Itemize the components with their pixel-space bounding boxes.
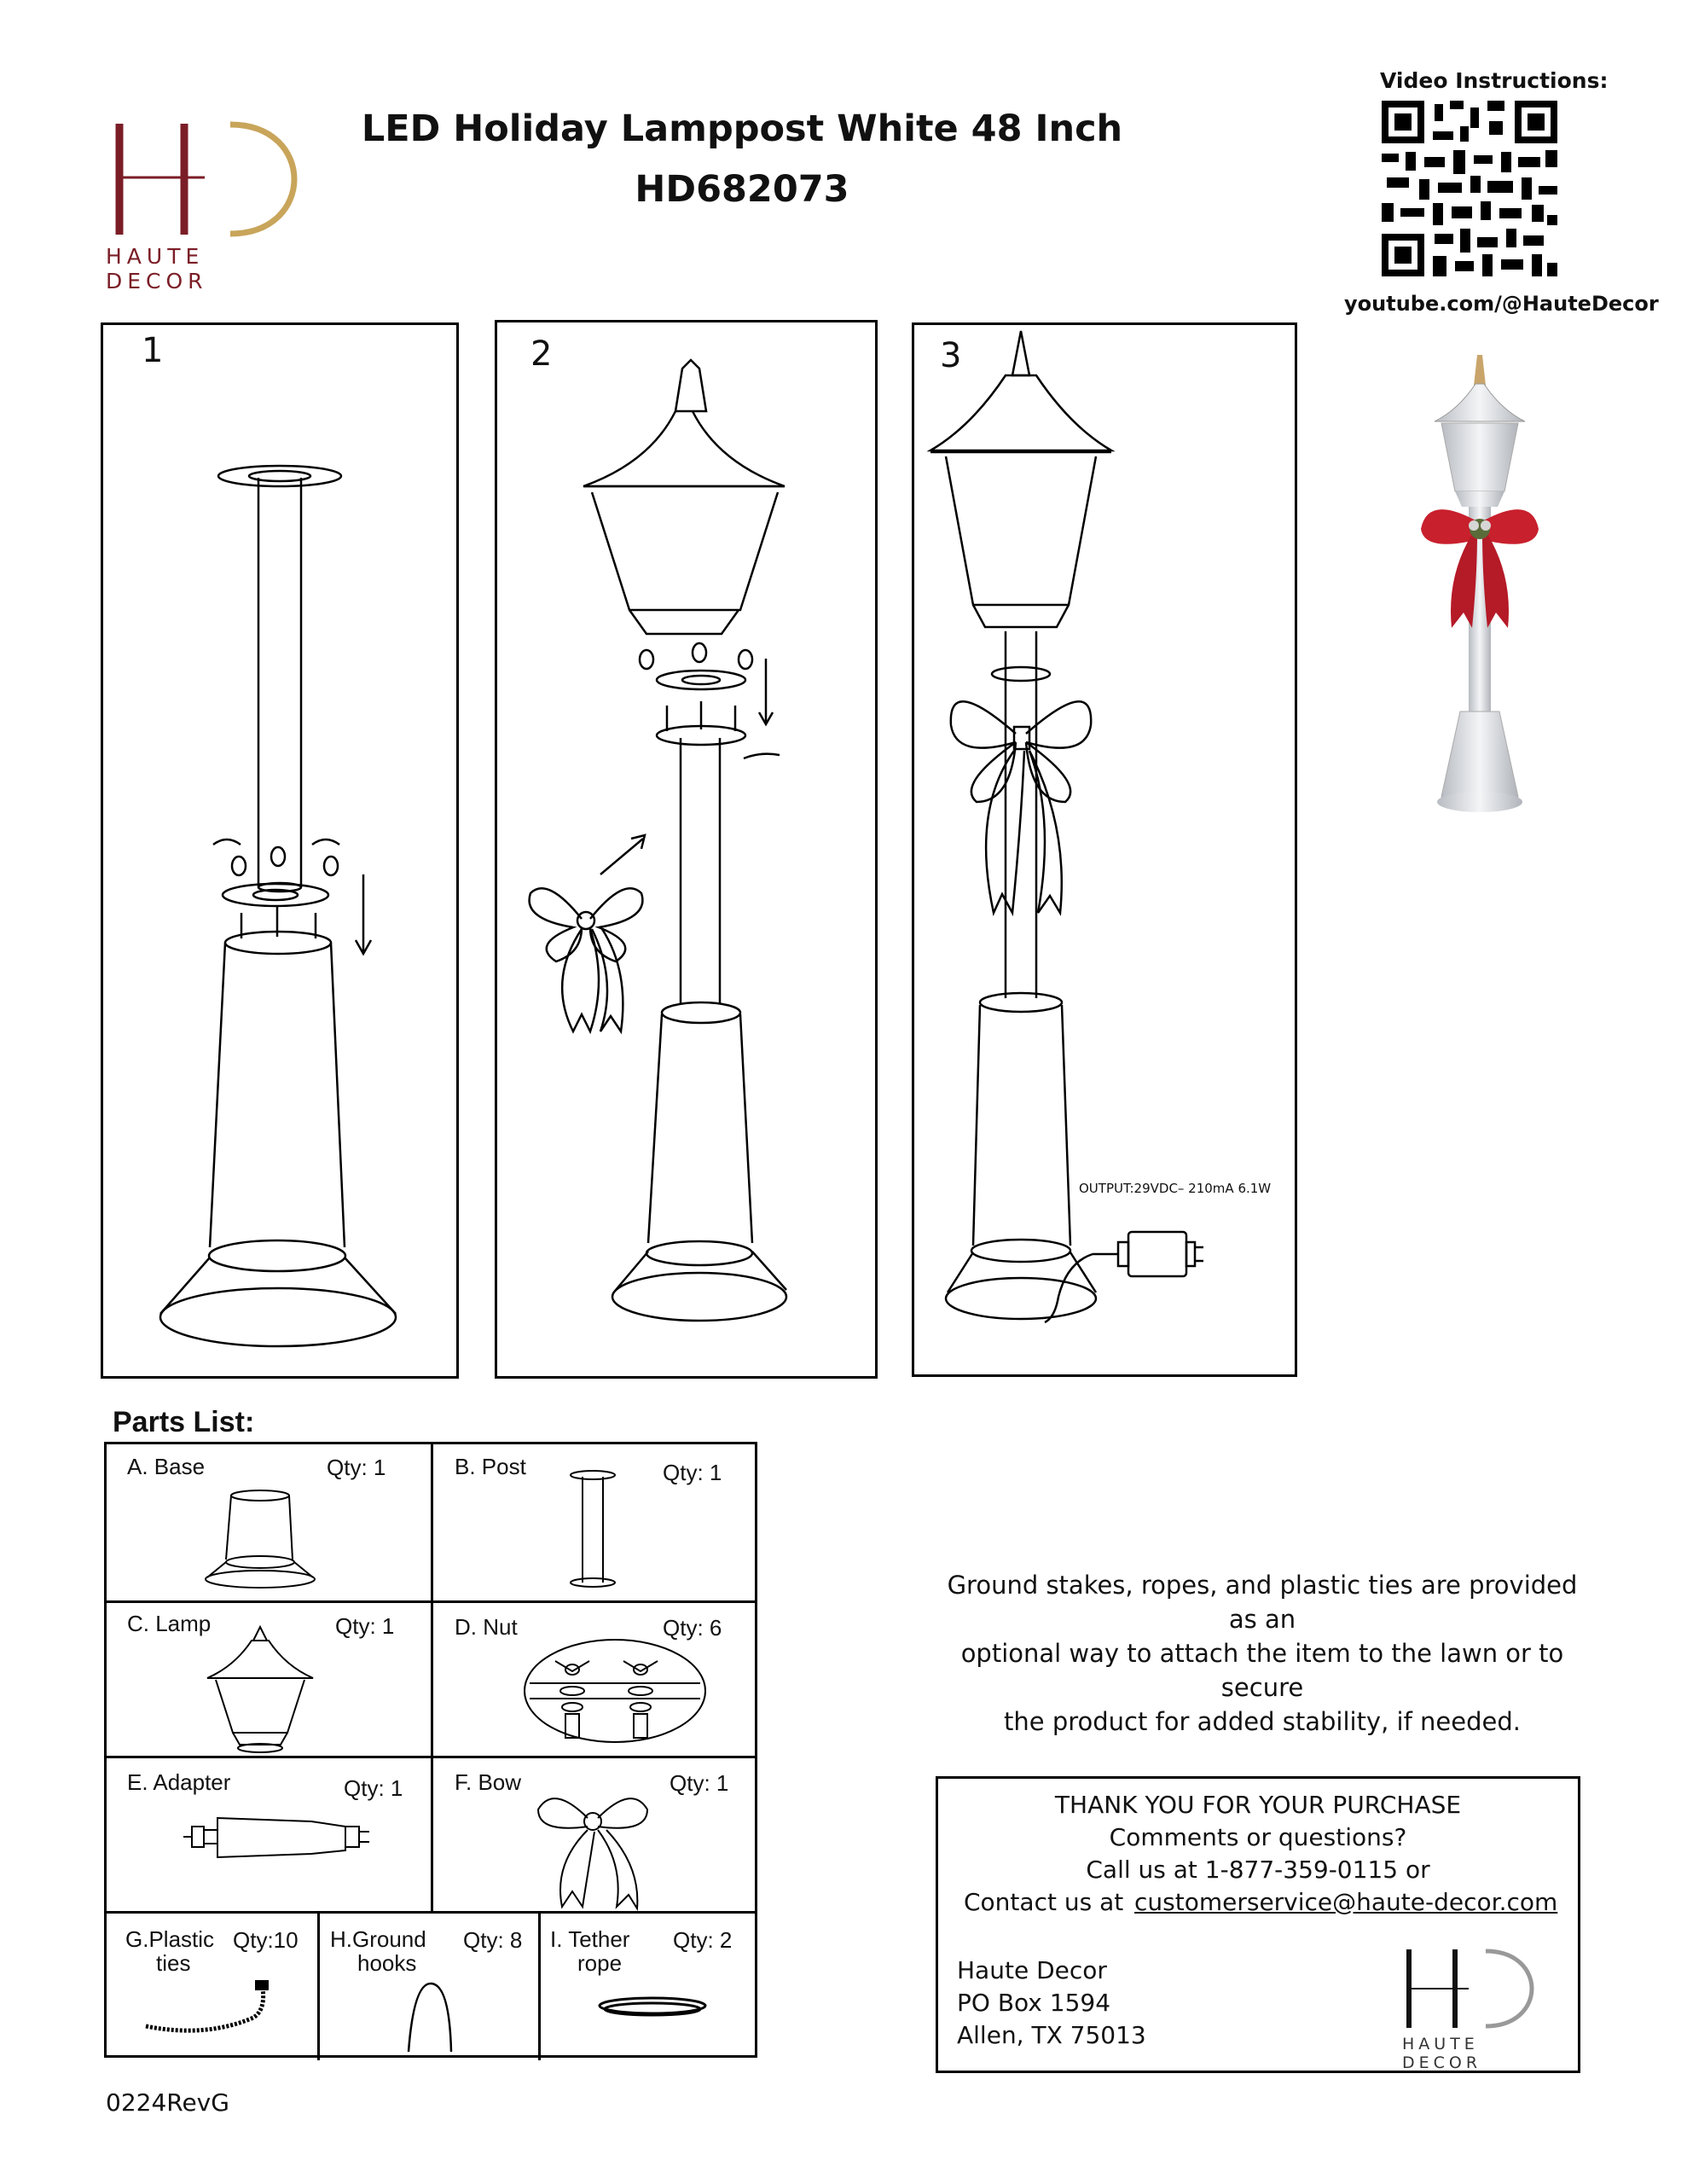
brand-name: HAUTE DECOR (106, 244, 208, 293)
parts-table (104, 1442, 757, 2058)
part-c-name: C. Lamp (127, 1611, 212, 1636)
parts-list-heading: Parts List: (113, 1406, 255, 1438)
post-part-icon (559, 1463, 627, 1595)
video-label: Video Instructions: (1380, 68, 1609, 93)
bow-part-icon (533, 1784, 652, 1916)
part-f-qty: Qty: 1 (670, 1770, 729, 1796)
part-g-qty: Qty:10 (233, 1927, 299, 1953)
part-h-qty: Qty: 8 (463, 1927, 523, 1953)
part-e-qty: Qty: 1 (344, 1775, 403, 1801)
part-i-qty: Qty: 2 (673, 1927, 733, 1953)
part-f-name: F. Bow (455, 1769, 522, 1795)
product-code: HD682073 (635, 168, 849, 211)
product-photo (1416, 350, 1544, 828)
nut-part-icon (521, 1635, 709, 1751)
adapter-output-label: OUTPUT:29VDC– 210mA 6.1W (1079, 1181, 1272, 1196)
footer-logo (1397, 1946, 1559, 2072)
footer-brand-name: HAUTE DECOR (1402, 2035, 1482, 2072)
part-h-name-line1: H.Ground (330, 1926, 426, 1952)
part-a-qty: Qty: 1 (327, 1455, 386, 1480)
part-a-name: A. Base (127, 1454, 206, 1479)
step-1-diagram (102, 324, 457, 1377)
stability-note (938, 1568, 1586, 1739)
plastic-ties-icon (141, 1975, 277, 2048)
part-h-name-line2: hooks (357, 1950, 417, 1976)
step-3-diagram (913, 324, 1296, 1375)
part-c-qty: Qty: 1 (335, 1613, 395, 1639)
part-b-name: B. Post (455, 1454, 526, 1479)
step-1-number: 1 (142, 331, 164, 370)
ground-hook-icon (397, 1978, 465, 2059)
note-line-2: optional way to attach the item to the lawn or to secure (960, 1639, 1564, 1702)
part-e-name: E. Adapter (127, 1769, 231, 1795)
part-h-name (330, 1927, 426, 1975)
comments-text: Comments or questions? (1109, 1823, 1407, 1851)
company-name: Haute Decor (957, 1956, 1107, 1984)
email-link[interactable]: customerservice@haute-decor.com (1134, 1888, 1558, 1916)
part-g-name (125, 1927, 214, 1975)
part-b-qty: Qty: 1 (663, 1460, 722, 1485)
product-title: LED Holiday Lamppost White 48 Inch (361, 107, 1123, 150)
contact-prefix: Contact us at (964, 1888, 1124, 1916)
contact-panel (936, 1776, 1580, 2073)
phone-text: Call us at 1-877-359-0115 or (1086, 1856, 1430, 1884)
note-line-1: Ground stakes, ropes, and plastic ties are provided as an (947, 1571, 1578, 1634)
qr-code[interactable] (1382, 101, 1557, 276)
step-2-diagram (496, 322, 876, 1377)
step-3-number: 3 (940, 336, 962, 375)
adapter-part-icon (180, 1803, 385, 1875)
thank-you-text: THANK YOU FOR YOUR PURCHASE (1054, 1791, 1462, 1819)
city-state: Allen, TX 75013 (957, 2021, 1146, 2049)
part-d-qty: Qty: 6 (663, 1615, 722, 1641)
revision-code: 0224RevG (106, 2088, 229, 2117)
tether-rope-icon (593, 1987, 712, 2034)
lamp-part-icon (200, 1622, 320, 1758)
part-g-name-line2: ties (156, 1950, 191, 1976)
part-i-name (550, 1927, 629, 1975)
po-box: PO Box 1594 (957, 1989, 1111, 2017)
part-i-name-line1: I. Tether (550, 1926, 630, 1952)
part-i-name-line2: rope (577, 1950, 623, 1976)
part-g-name-line1: G.Plastic (125, 1926, 215, 1952)
part-d-name: D. Nut (455, 1614, 518, 1640)
step-2-number: 2 (530, 334, 553, 374)
video-url[interactable]: youtube.com/@HauteDecor (1344, 292, 1659, 316)
note-line-3: the product for added stability, if needed. (1004, 1707, 1521, 1736)
base-part-icon (200, 1470, 320, 1594)
